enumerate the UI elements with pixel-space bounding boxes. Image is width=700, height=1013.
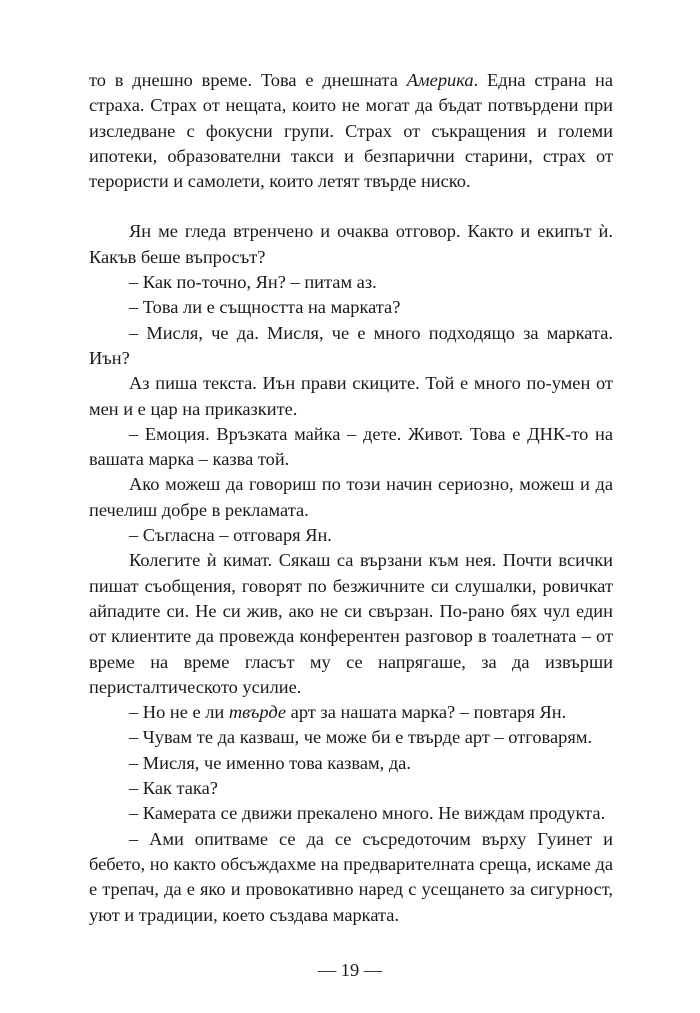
text-run: – Ами опитваме се да се съсредоточим върху Гуинет и бебето, но както обсъждахме на предварителната среща, искаме да е трепач, да е яко и провокативно наред с усещането за сигурност, уют и традиции, което създава марката. bbox=[89, 828, 613, 925]
paragraph bbox=[89, 827, 613, 928]
text-run: – Как по-точно, Ян? – питам аз. bbox=[129, 272, 377, 293]
text-run: Колегите ѝ кимат. Сякаш са вързани към нея. Почти всички пишат съобщения, говорят по безжичните си слушалки, ровичкат айпадите си. Не си жив, ако не си свързан. По-рано бях чул един от клиентите да провежда конферентен разговор в тоалетната – от време на време гласът му се напрягаше, за да извърши перисталтическото усилие. bbox=[89, 550, 613, 697]
paragraph bbox=[89, 472, 613, 523]
text-run: – Камерата се движи прекалено много. Не виждам продукта. bbox=[129, 803, 606, 824]
paragraph bbox=[89, 548, 613, 700]
paragraph bbox=[89, 523, 613, 548]
italic-text: Америка bbox=[406, 70, 474, 90]
paragraph bbox=[89, 801, 613, 826]
page-number: — 19 — bbox=[317, 960, 383, 980]
text-run: – Това ли е същността на марката? bbox=[129, 297, 401, 318]
paragraph bbox=[89, 700, 613, 725]
text-run: – Но не е ли bbox=[129, 702, 229, 723]
text-run: – Емоция. Връзката майка – дете. Живот. Това е ДНК-то на вашата марка – казва той. bbox=[89, 423, 613, 470]
paragraph-gap bbox=[89, 194, 613, 219]
paragraph bbox=[89, 270, 613, 295]
italic-text: твърде bbox=[228, 702, 287, 723]
paragraph bbox=[89, 321, 613, 372]
text-run: – Мисля, че да. Мисля, че е много подходящо за марката. Иън? bbox=[89, 322, 613, 368]
paragraph bbox=[89, 751, 613, 776]
paragraph bbox=[89, 725, 613, 750]
paragraph bbox=[89, 68, 613, 194]
text-run: – Мисля, че именно това казвам, да. bbox=[129, 752, 411, 773]
paragraph bbox=[89, 371, 613, 422]
paragraph bbox=[89, 776, 613, 801]
text-run: – Как така? bbox=[129, 778, 218, 799]
text-run: – Чувам те да казваш, че може би е твърде арт – отговарям. bbox=[129, 727, 593, 748]
page-body bbox=[89, 68, 613, 928]
text-run: Ако можеш да говориш по този начин сериозно, можеш и да печелиш добре в рекламата. bbox=[89, 474, 613, 520]
text-run: . Една страна на страха. Страх от нещата, които не могат да бъдат потвърдени при изследване с фокусни групи. Страх от съкращения и големи ипотеки, образователни такси и безпарични старини, страх от терористи и самолети, които летят твърде ниско. bbox=[89, 70, 613, 192]
paragraph bbox=[89, 295, 613, 320]
text-run: Аз пиша текста. Иън прави скиците. Той е много по-умен от мен и е цар на приказките. bbox=[89, 373, 613, 419]
text-run: Ян ме гледа втренчено и очаква отговор. Както и екипът ѝ. Какъв беше въпросът? bbox=[89, 221, 613, 267]
paragraph bbox=[89, 219, 613, 270]
paragraph bbox=[89, 422, 613, 473]
text-run: арт за нашата марка? – повтаря Ян. bbox=[286, 702, 567, 723]
text-run: то в днешно време. Това е днешната bbox=[89, 70, 407, 90]
text-run: – Съгласна – отговаря Ян. bbox=[129, 525, 332, 546]
